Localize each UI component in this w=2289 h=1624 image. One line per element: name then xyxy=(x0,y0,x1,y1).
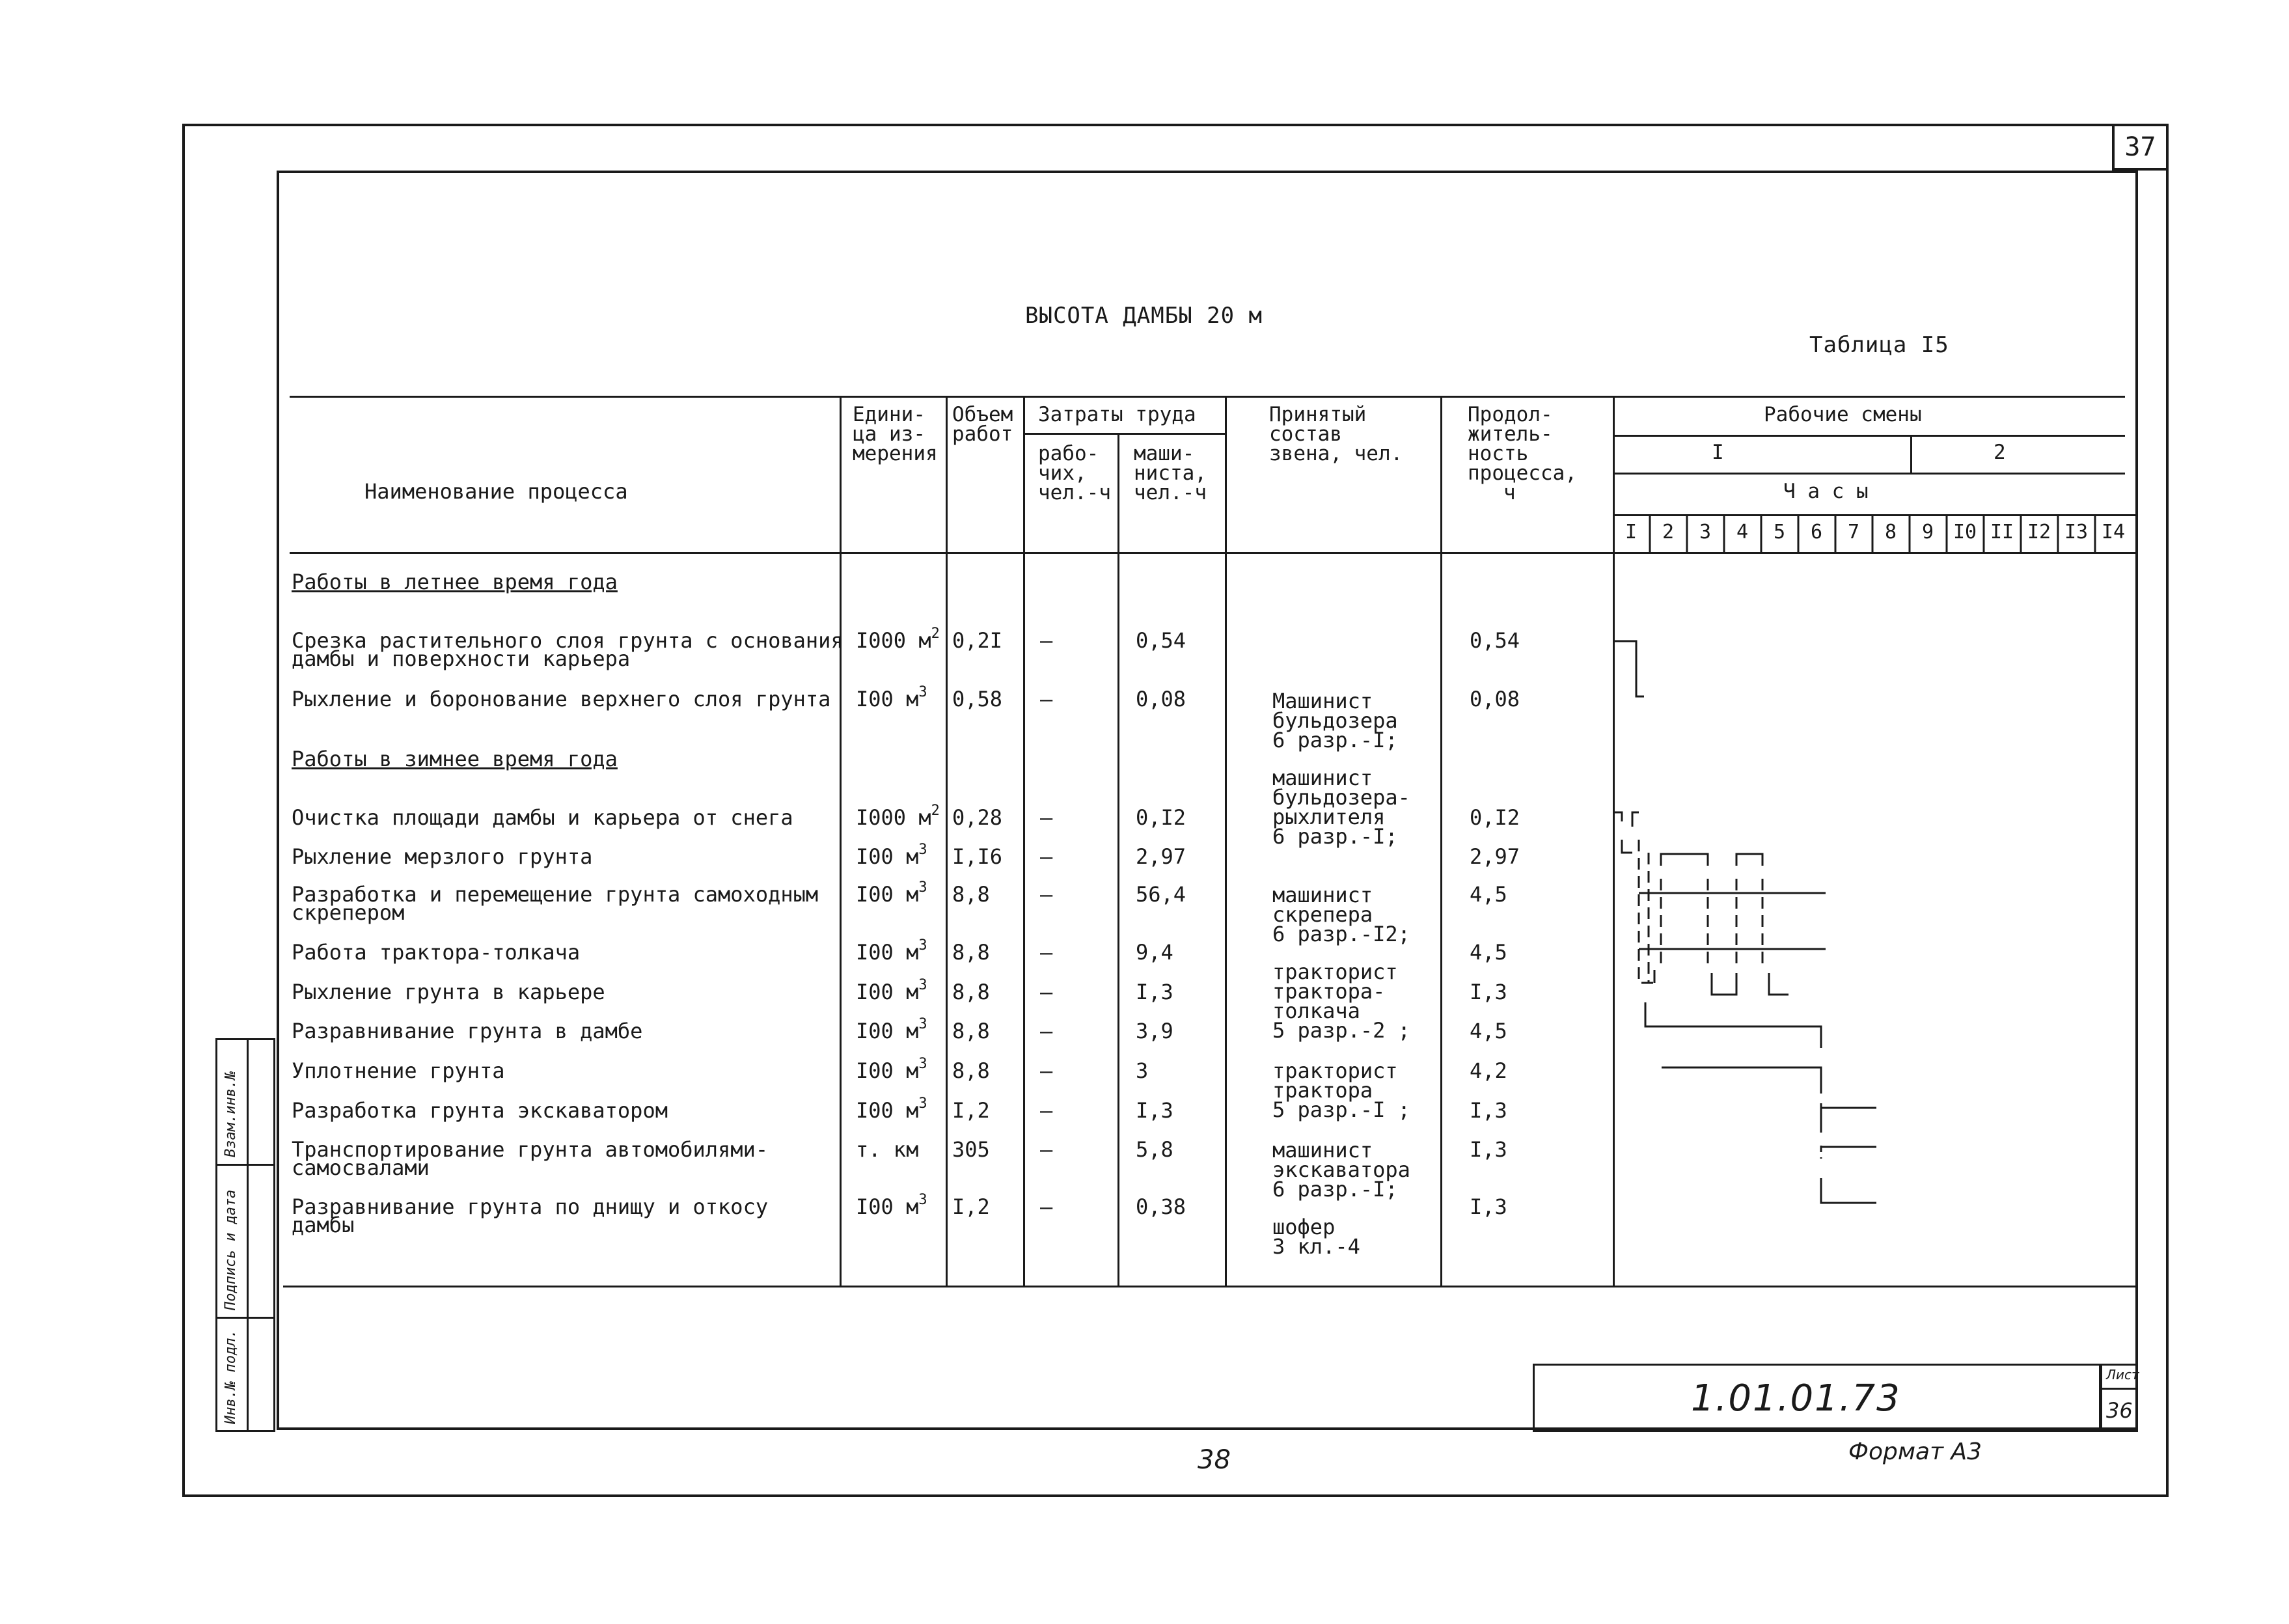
col-crew-header: Принятый состав звена, чел. xyxy=(1269,403,1403,465)
schedule-bar xyxy=(1645,1002,1821,1048)
stamp-label: Инв.№ подл. xyxy=(223,1329,239,1424)
schedule-bar xyxy=(1632,812,1639,827)
list-box xyxy=(2099,1364,2138,1432)
hour-cell: 6 xyxy=(1810,521,1823,544)
col-unit-header: Едини- ца из- мерения xyxy=(853,403,938,465)
col-labor-header: Затраты труда xyxy=(1038,403,1196,426)
schedule-bar xyxy=(1613,812,1622,821)
schedule-bar xyxy=(1736,854,1762,866)
sheet-number: 37 xyxy=(2112,124,2169,171)
list-label: Лист xyxy=(2106,1367,2139,1383)
schedule-bar xyxy=(1821,1178,1876,1203)
crew-note: машинист скрепера 6 разр.-I2; xyxy=(1272,883,1410,946)
col-name-header: Наименование процесса xyxy=(364,479,628,504)
crew-note: тракторист трактора- толкача 5 разр.-2 ; xyxy=(1272,959,1410,1043)
col-line-machinists xyxy=(1117,433,1119,1286)
crew-note: машинист бульдозера- рыхлителя 6 разр.-I; xyxy=(1272,765,1410,849)
col-line-workers xyxy=(1023,396,1025,1286)
page-number: 38 xyxy=(1198,1445,1231,1475)
schedule-bar xyxy=(1769,973,1789,995)
side-stamp xyxy=(215,1038,275,1432)
page-heading: ВЫСОТА ДАМБЫ 20 м xyxy=(1025,303,1263,329)
col-machinists-header: маши- ниста, чел.-ч xyxy=(1134,442,1207,504)
schedule-bar xyxy=(1662,1067,1821,1094)
schedule-bar xyxy=(1622,840,1632,853)
shift-2-label: 2 xyxy=(1994,441,2006,464)
col-line-duration xyxy=(1440,396,1442,1286)
shift-1-label: I xyxy=(1712,441,1724,464)
section-winter: Работы в зимнее время года xyxy=(292,747,618,771)
document-code: 1.01.01.73 xyxy=(1691,1377,1901,1420)
hour-cell: 2 xyxy=(1662,521,1675,544)
format-label: Формат А3 xyxy=(1848,1438,1982,1465)
hour-cell: I4 xyxy=(2101,521,2126,544)
hour-cell: 5 xyxy=(1773,521,1786,544)
schedule-bar xyxy=(1712,973,1736,995)
crew-note: шофер 3 кл.-4 xyxy=(1272,1215,1360,1259)
crew-note: машинист экскаватора 6 разр.-I; xyxy=(1272,1138,1410,1202)
col-line-crew xyxy=(1225,396,1227,1286)
labor-divider xyxy=(1023,433,1225,435)
schedule-bar xyxy=(1636,664,1644,696)
hour-cell: 8 xyxy=(1884,521,1897,544)
stamp-label: Подпись и дата xyxy=(223,1189,239,1310)
stamp-label: Взам.инв.№ xyxy=(223,1071,239,1157)
section-summer: Работы в летнее время года xyxy=(292,570,618,594)
crew-note: Машинист бульдозера 6 разр.-I; xyxy=(1272,689,1398,752)
col-workers-header: рабо- чих, чел.-ч xyxy=(1038,442,1111,504)
hour-cell: II xyxy=(1990,521,2014,544)
col-line-volume xyxy=(946,396,948,1286)
table-label: Таблица I5 xyxy=(1809,332,1949,358)
hour-cell: I xyxy=(1624,521,1638,544)
col-duration-header: Продол- житель- ность процесса, ч xyxy=(1468,403,1577,504)
hour-cell: 3 xyxy=(1699,521,1712,544)
hour-cell: 4 xyxy=(1736,521,1749,544)
schedule-chart xyxy=(1613,553,2138,1282)
hour-cell: I2 xyxy=(2027,521,2051,544)
document-code-box xyxy=(1533,1364,2102,1432)
shifts-header: Рабочие смены xyxy=(1764,403,1922,426)
hours-label: Ч а с ы xyxy=(1783,480,1869,503)
hour-cell: 7 xyxy=(1847,521,1860,544)
hour-grid xyxy=(1613,514,2138,553)
hour-cell: I3 xyxy=(2064,521,2089,544)
crew-note: тракторист трактора 5 разр.-I ; xyxy=(1272,1058,1410,1122)
table-top-border xyxy=(290,396,2125,398)
shifts-divider xyxy=(1614,435,2125,437)
list-number: 36 xyxy=(2106,1398,2133,1423)
table-bottom-border xyxy=(283,1286,2138,1287)
hour-cell: 9 xyxy=(1921,521,1934,544)
schedule-bar xyxy=(1613,641,1636,664)
shift-num-divider xyxy=(1614,473,2125,475)
hour-cell: I0 xyxy=(1953,521,1977,544)
shift-split-line xyxy=(1910,435,1912,473)
col-volume-header: Объем работ xyxy=(952,403,1013,446)
schedule-bar xyxy=(1661,854,1708,866)
col-line-unit xyxy=(840,396,842,1286)
